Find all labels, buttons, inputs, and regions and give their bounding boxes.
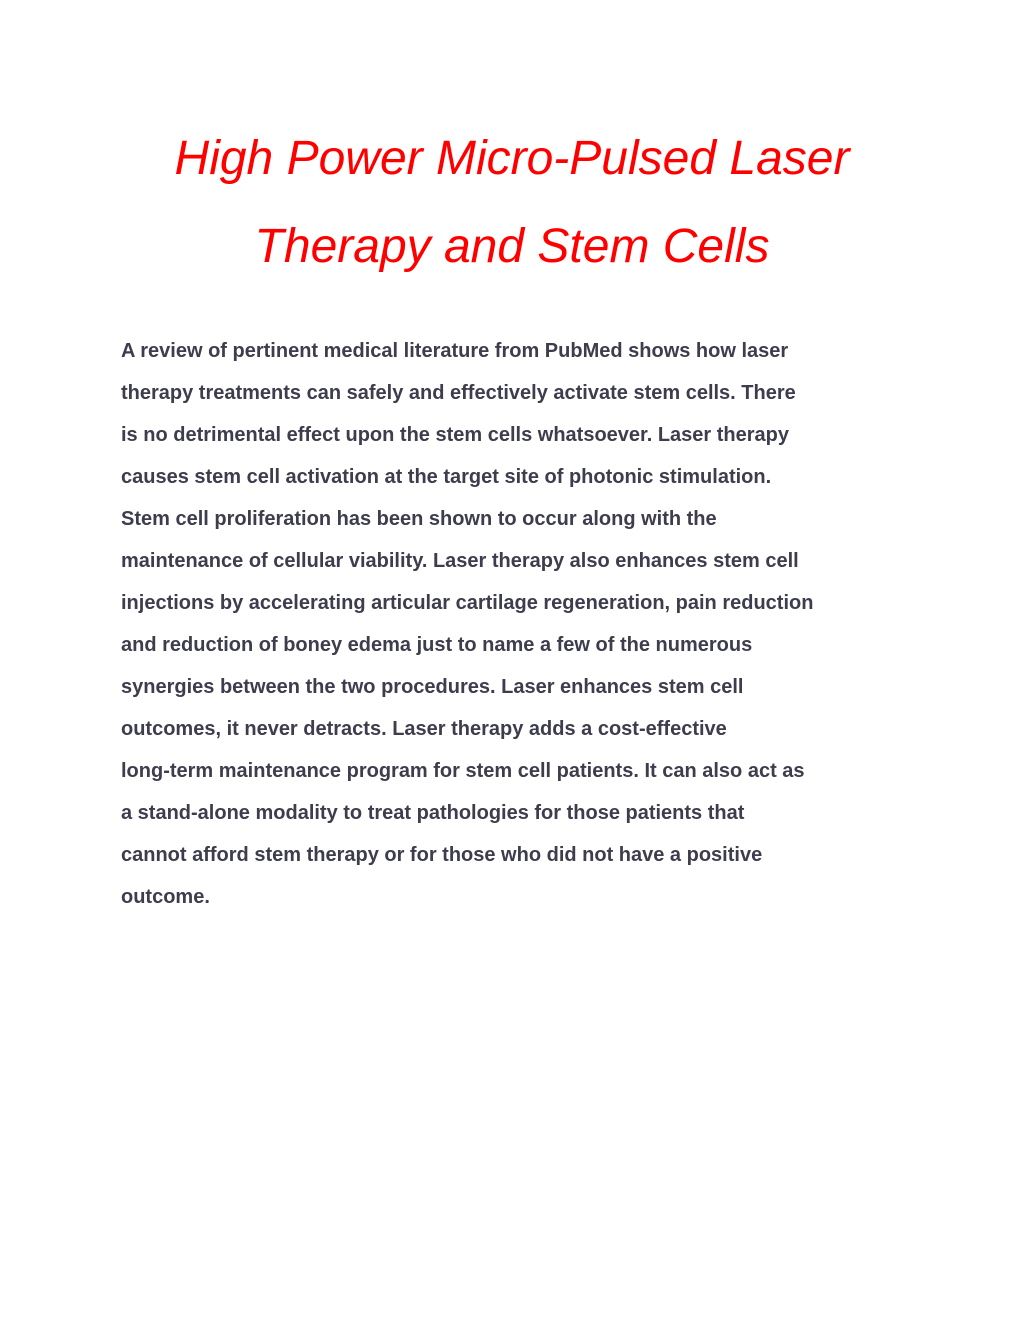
body-line: and reduction of boney edema just to name a few of the numerous (121, 634, 753, 656)
title-line-2: Therapy and Stem Cells (254, 220, 770, 273)
body-line: causes stem cell activation at the target site of photonic stimulation. (121, 466, 772, 488)
body-line: A review of pertinent medical literature from PubMed shows how laser (121, 340, 789, 362)
body-line: synergies between the two procedures. Laser enhances stem cell (121, 676, 744, 698)
title-line-1: High Power Micro-Pulsed Laser (174, 132, 850, 185)
body-line: maintenance of cellular viability. Laser therapy also enhances stem cell (121, 550, 799, 572)
body-line: therapy treatments can safely and effectively activate stem cells. There (121, 382, 796, 404)
body-line: Stem cell proliferation has been shown to occur along with the (121, 508, 717, 530)
body-line: outcomes, it never detracts. Laser therapy adds a cost-effective (121, 718, 727, 740)
document-title (100, 115, 924, 291)
body-line: is no detrimental effect upon the stem cells whatsoever. Laser therapy (121, 424, 789, 446)
body-paragraph (121, 330, 921, 918)
body-line: a stand-alone modality to treat pathologies for those patients that (121, 802, 745, 824)
body-line: injections by accelerating articular cartilage regeneration, pain reduction (121, 592, 814, 614)
body-line: cannot afford stem therapy or for those who did not have a positive (121, 844, 763, 866)
body-line: long-term maintenance program for stem cell patients. It can also act as (121, 760, 805, 782)
body-line: outcome. (121, 886, 210, 908)
